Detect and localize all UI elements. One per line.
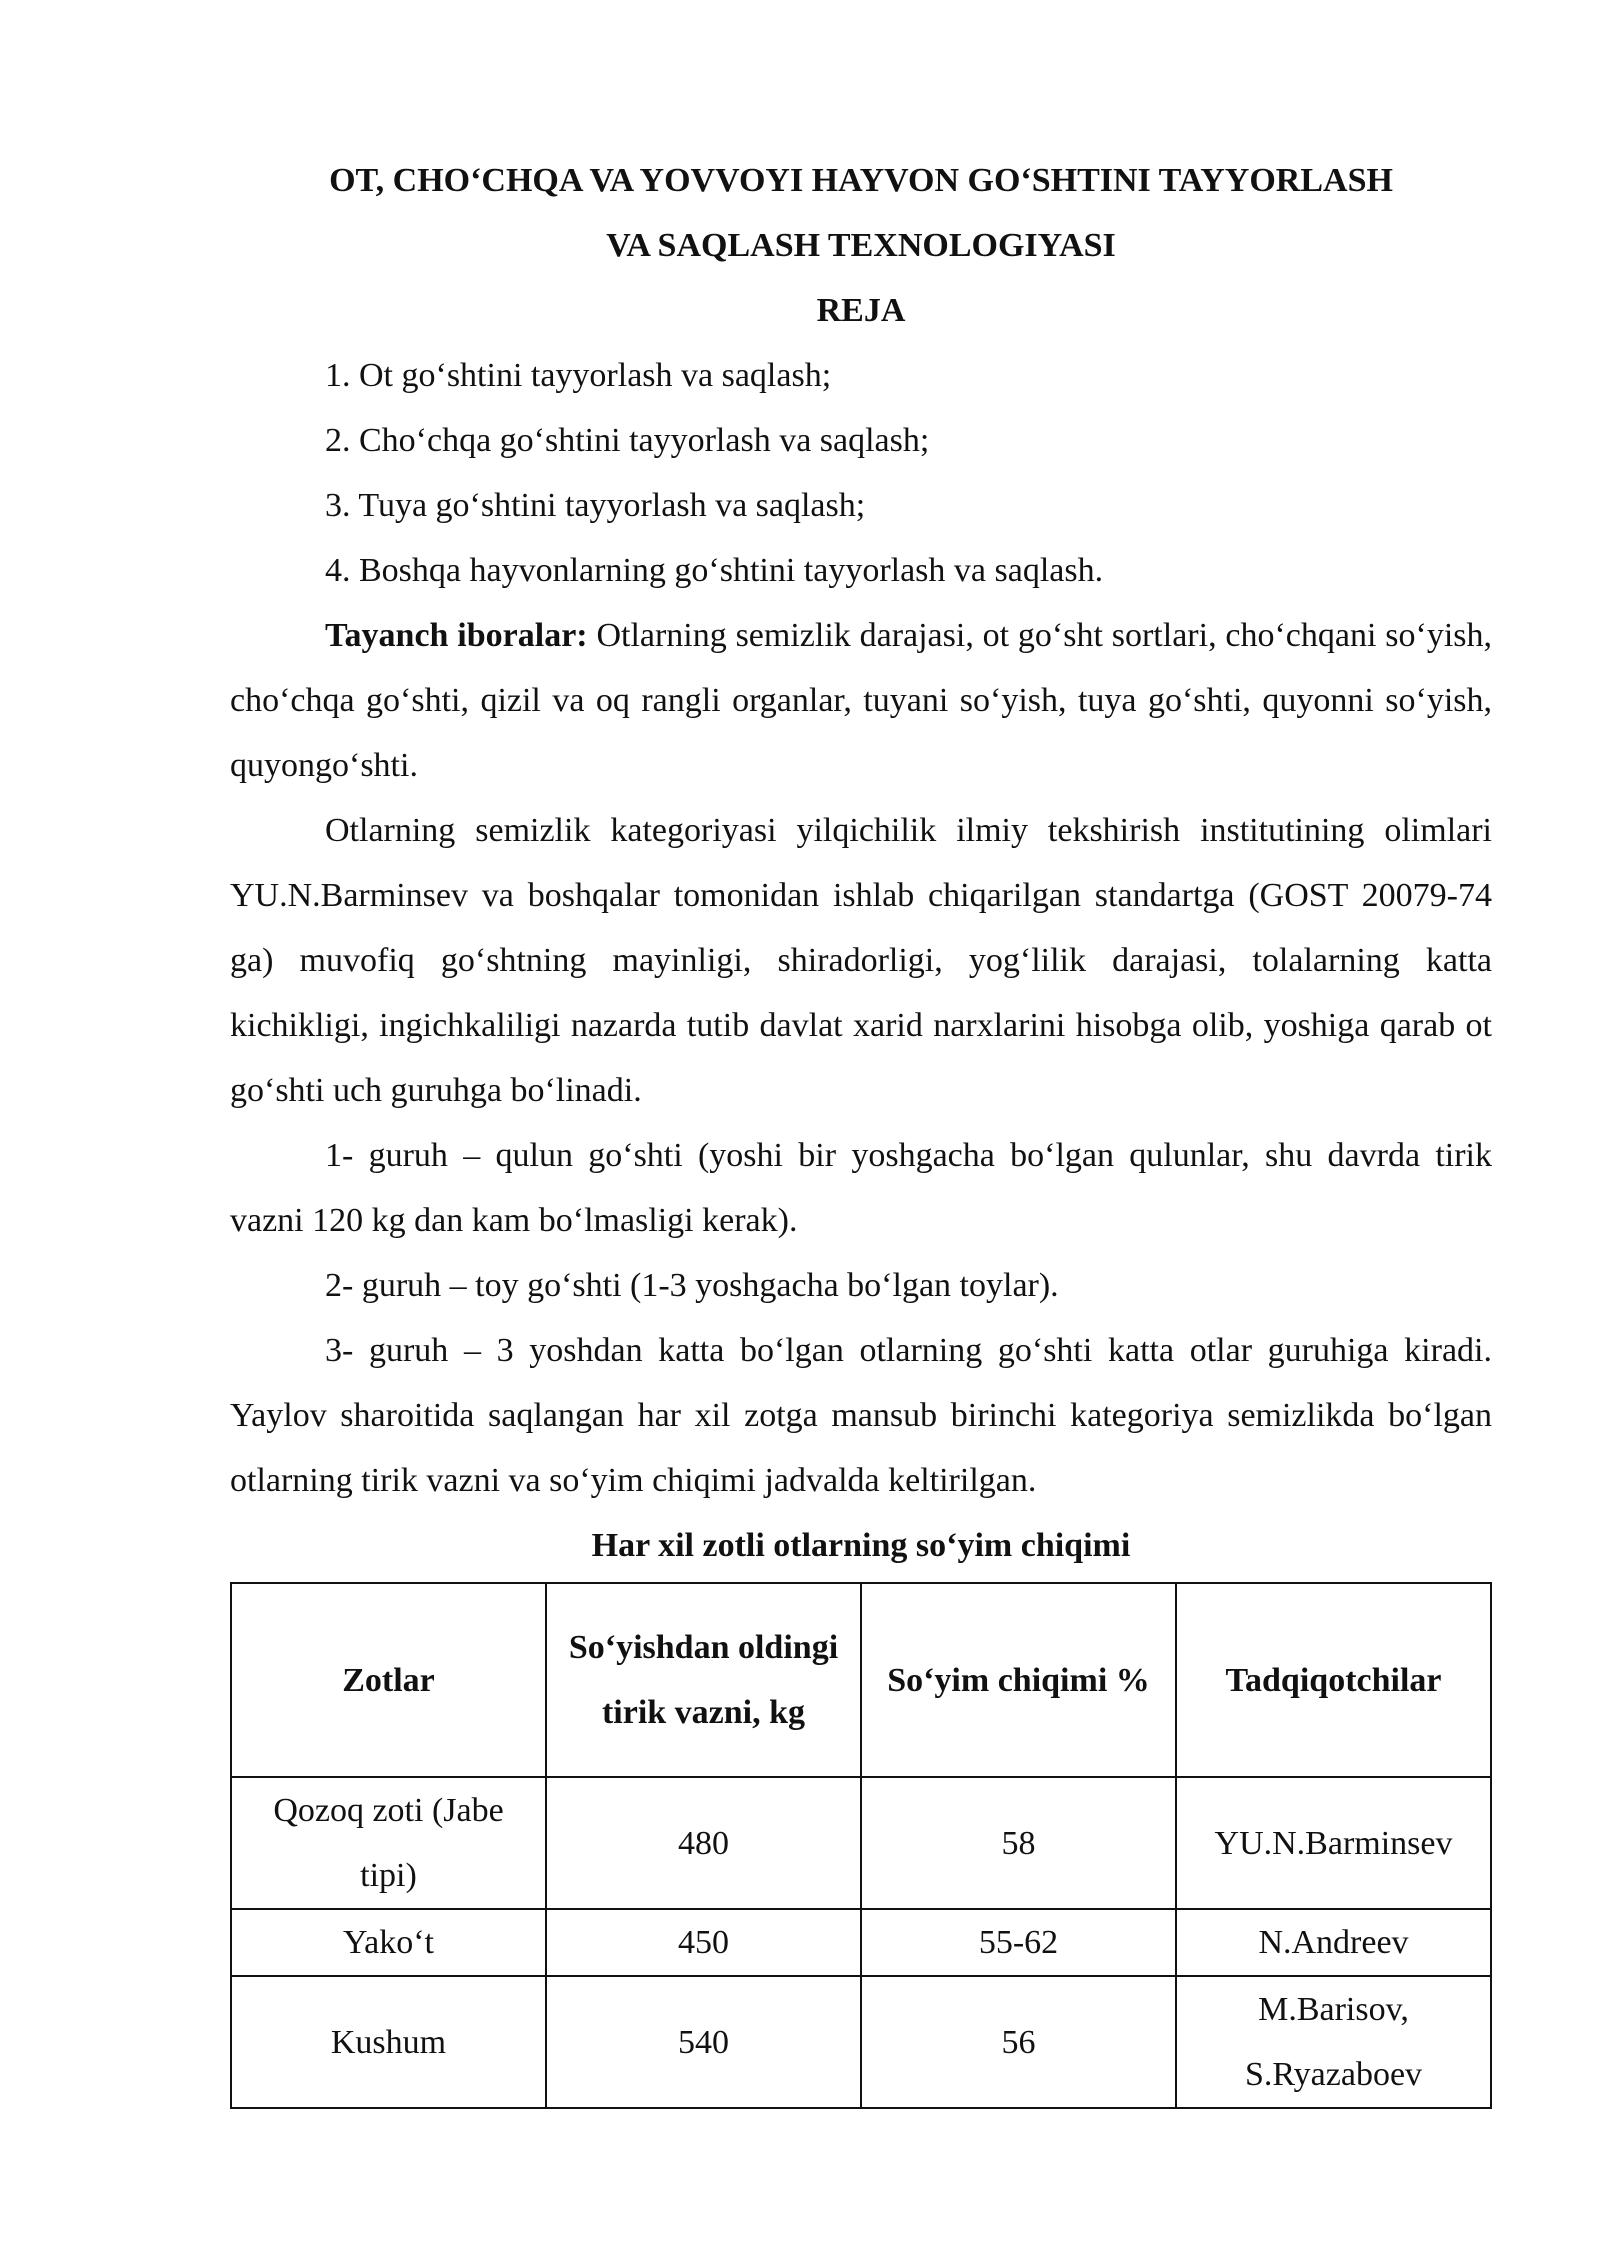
table-cell: 56 [861,1976,1176,2108]
plan-item: 3. Tuya go‘shtini tayyorlash va saqlash; [325,487,866,524]
table-caption: Har xil zotli otlarning so‘yim chiqimi [591,1527,1131,1564]
header-slaughter-yield: So‘yim chiqimi % [861,1583,1176,1777]
table-header-row [231,1583,1491,1777]
breeds-table [230,1582,1492,2109]
table-row [231,1909,1491,1976]
table-row [231,1976,1491,2108]
table-cell: 450 [546,1909,861,1976]
table-cell: Kushum [231,1976,546,2108]
plan-heading: REJA [816,292,906,329]
body-paragraph: 2- guruh – toy go‘shti (1-3 yoshgacha bo‘lgan toylar). [325,1267,1059,1304]
plan-item: 4. Boshqa hayvonlarning go‘shtini tayyorlash va saqlash. [325,552,1104,589]
body-paragraph: 1- guruh – qulun go‘shti (yoshi bir yoshgacha bo‘lgan qulunlar, shu davrda tirik vazni 120 kg dan kam bo‘lmasligi kerak). [230,1137,1492,1239]
keywords-paragraph [230,603,1492,798]
keywords-label: Tayanch iboralar: [325,617,588,654]
body-paragraph: Otlarning semizlik kategoriyasi yilqichilik ilmiy tekshirish institutining olimlari YU.N.Barminsev va boshqalar tomonidan ishlab chiqarilgan standartga (GOST 20079-74 ga) muvofiq go‘shtning mayinligi, shiradorligi, yog‘lilik darajasi, tolalarning katta kichikligi, ingichkaliligi nazarda tutib davlat xarid narxlarini hisobga olib, yoshiga qarab ot go‘shti uch guruhga bo‘linadi. [230,812,1492,1109]
table-cell: 58 [861,1777,1176,1909]
document-page [230,148,1492,2109]
plan-item: 2. Cho‘chqa go‘shtini tayyorlash va saqlash; [325,422,930,459]
table-cell: 540 [546,1976,861,2108]
header-breeds: Zotlar [231,1583,546,1777]
plan-item: 1. Ot go‘shtini tayyorlash va saqlash; [325,357,832,394]
table-cell: YU.N.Barminsev [1176,1777,1491,1909]
header-researchers: Tadqiqotchilar [1176,1583,1491,1777]
keywords-text: Otlarning semizlik darajasi, ot go‘sht sortlari, cho‘chqani so‘yish, cho‘chqa go‘shti, qizil va oq rangli organlar, tuyani so‘yish, tuya go‘shti, quyonni so‘yish, quyongo‘shti. [230,617,1492,784]
table-cell: 480 [546,1777,861,1909]
header-live-weight: So‘yishdan oldingi tirik vazni, kg [546,1583,861,1777]
plan-list [230,343,1492,603]
document-title-line-1: OT, CHO‘CHQA VA YOVVOYI HAYVON GO‘SHTINI TAYYORLASH [329,162,1393,199]
table-row [231,1777,1491,1909]
table-cell: Yako‘t [231,1909,546,1976]
document-title-line-2: VA SAQLASH TEXNOLOGIYASI [606,227,1116,264]
table-cell: M.Barisov, S.Ryazaboev [1176,1976,1491,2108]
body-paragraph: 3- guruh – 3 yoshdan katta bo‘lgan otlarning go‘shti katta otlar guruhiga kiradi. Yaylov sharoitida saqlangan har xil zotga mansub birinchi kategoriya semizlikda bo‘lgan otlarning tirik vazni va so‘yim chiqimi jadvalda keltirilgan. [230,1332,1492,1499]
table-cell: 55-62 [861,1909,1176,1976]
table-cell: N.Andreev [1176,1909,1491,1976]
table-cell: Qozoq zoti (Jabe tipi) [231,1777,546,1909]
